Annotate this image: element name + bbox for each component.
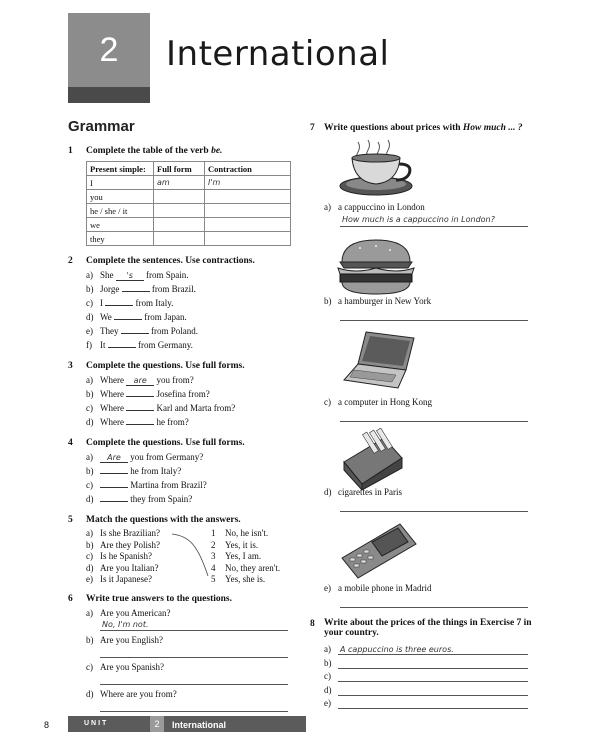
- unit-number: 2: [99, 31, 119, 69]
- list-item: [86, 375, 194, 386]
- match-answer: [211, 563, 280, 573]
- list-item: [324, 296, 431, 306]
- list-item: [324, 202, 425, 212]
- answer-blank[interactable]: [108, 347, 136, 348]
- question-text: Where are you from?: [100, 689, 177, 699]
- answer-line[interactable]: [340, 607, 528, 608]
- cigarette-pack-icon: [340, 428, 410, 490]
- table-cell-input[interactable]: [154, 218, 205, 232]
- list-item: [86, 298, 173, 308]
- table-cell-input[interactable]: [205, 218, 291, 232]
- answer-blank[interactable]: [100, 501, 128, 502]
- item-text: a hamburger in New York: [338, 296, 432, 306]
- answer-blank[interactable]: Are: [100, 453, 128, 463]
- item-text: a computer in Hong Kong: [338, 397, 432, 407]
- item-label: b): [86, 284, 94, 294]
- item-subject: They: [100, 326, 119, 336]
- match-question: [86, 551, 152, 561]
- item-label: a): [86, 608, 93, 618]
- item-rest: they from Spain?: [130, 494, 193, 504]
- item-label: b): [324, 657, 332, 668]
- answer-text[interactable]: [338, 672, 340, 681]
- answer-line[interactable]: [340, 421, 528, 422]
- item-label: a): [324, 644, 331, 654]
- item-rest: he from Italy?: [130, 466, 182, 476]
- match-question: [86, 563, 158, 573]
- answer-blank[interactable]: 's: [116, 271, 144, 281]
- item-text: a mobile phone in Madrid: [338, 583, 432, 593]
- hamburger-icon: [336, 238, 416, 298]
- table-cell: we: [87, 218, 154, 232]
- item-rest: from Germany.: [138, 340, 193, 350]
- item-label: e): [86, 326, 93, 336]
- list-item: [324, 658, 340, 668]
- answer-number: 4: [211, 562, 216, 573]
- table-cell-input[interactable]: am: [154, 176, 205, 190]
- answer-text[interactable]: How much is a cappuccino in London?: [342, 215, 495, 224]
- ex2-heading: 2 Complete the sentences. Use contractions.: [68, 256, 255, 266]
- match-question: [86, 574, 152, 584]
- list-item: [86, 635, 163, 645]
- answer-line[interactable]: [338, 695, 528, 696]
- answer-line[interactable]: [340, 226, 528, 227]
- table-cell-input[interactable]: [154, 204, 205, 218]
- answer-text[interactable]: [338, 659, 340, 668]
- list-item: [324, 644, 454, 654]
- answer-blank[interactable]: [100, 487, 128, 488]
- item-label: a): [86, 452, 93, 462]
- answer-text: Yes, I am.: [225, 551, 262, 561]
- ex6-heading: 6 Write true answers to the questions.: [68, 594, 233, 604]
- question-text: Is it Japanese?: [100, 574, 152, 584]
- match-line-icon: [170, 530, 212, 580]
- ex3-heading: 3 Complete the questions. Use full forms.: [68, 361, 245, 371]
- page-number: 8: [44, 720, 50, 730]
- ex5-heading: 5 Match the questions with the answers.: [68, 515, 241, 525]
- table-cell-input[interactable]: I'm: [205, 176, 291, 190]
- table-header: Full form: [154, 162, 205, 176]
- list-item: [324, 671, 340, 681]
- item-label: d): [86, 494, 94, 504]
- footer-unit-number: 2: [150, 716, 164, 732]
- list-item: [86, 494, 192, 504]
- list-item: [324, 487, 402, 497]
- item-label: a): [324, 202, 331, 212]
- item-label: c): [86, 662, 93, 672]
- section-heading: Grammar: [68, 118, 135, 135]
- list-item: [86, 466, 181, 476]
- table-cell: they: [87, 232, 154, 246]
- item-label: c): [324, 397, 331, 407]
- match-answer: [211, 551, 261, 561]
- table-cell-input[interactable]: [154, 190, 205, 204]
- answer-line[interactable]: [338, 668, 528, 669]
- answer-text[interactable]: [338, 699, 340, 708]
- item-label: d): [86, 689, 94, 699]
- item-label: b): [86, 466, 94, 476]
- list-item: [324, 698, 340, 708]
- match-question: [86, 540, 160, 550]
- item-label: d): [86, 312, 94, 322]
- item-label: a): [86, 270, 93, 280]
- answer-number: 2: [211, 539, 216, 550]
- item-label: d): [324, 487, 332, 497]
- answer-text: No, he isn't.: [225, 528, 269, 538]
- table-cell: you: [87, 190, 154, 204]
- item-rest: from Italy.: [135, 298, 174, 308]
- answer-line[interactable]: [340, 320, 528, 321]
- coffee-cup-icon: [338, 138, 418, 200]
- table-cell-input[interactable]: [205, 204, 291, 218]
- answer-text: Yes, it is.: [225, 539, 259, 550]
- table-cell: I: [87, 176, 154, 190]
- item-label: f): [86, 340, 92, 350]
- question-text: Are you American?: [100, 608, 171, 618]
- table-cell-input[interactable]: [154, 232, 205, 246]
- answer-line[interactable]: [100, 711, 288, 712]
- answer-text[interactable]: A cappuccino is three euros.: [340, 645, 454, 654]
- item-label: e): [324, 583, 331, 593]
- item-subject: Jorge: [100, 284, 120, 294]
- item-label: c): [324, 671, 331, 681]
- answer-blank[interactable]: [105, 305, 133, 306]
- question-text: Is he Spanish?: [100, 551, 152, 561]
- answer-number: 1: [211, 528, 216, 538]
- item-label: d): [86, 417, 94, 427]
- ex4-heading: 4 Complete the questions. Use full forms.: [68, 438, 245, 448]
- answer-blank[interactable]: are: [126, 376, 154, 386]
- list-item: [86, 284, 196, 294]
- answer-blank[interactable]: [121, 333, 149, 334]
- item-label: d): [324, 684, 332, 695]
- item-label: d): [86, 562, 94, 573]
- answer-line[interactable]: [100, 630, 288, 631]
- match-answer: [211, 528, 268, 538]
- item-rest: you from?: [156, 375, 194, 385]
- answer-text: Yes, she is.: [225, 574, 266, 584]
- list-item: [324, 397, 432, 407]
- ex1-heading: 1 Complete the table of the verb be.: [68, 146, 223, 156]
- answer-blank[interactable]: [126, 410, 154, 411]
- item-label: c): [86, 551, 93, 561]
- match-question: [86, 528, 160, 538]
- question-text: Are you Spanish?: [100, 662, 164, 672]
- answer-number: 3: [211, 551, 216, 561]
- item-label: e): [324, 698, 331, 708]
- list-item: [86, 417, 189, 427]
- list-item: [86, 326, 198, 336]
- answer-line[interactable]: [100, 684, 288, 685]
- footer-unit-label: UNIT: [84, 720, 109, 727]
- ex8-heading: 8 Write about the prices of the things in Exercise 7 in your country.: [310, 618, 532, 638]
- unit-number-box: [68, 13, 150, 103]
- list-item: [86, 608, 170, 618]
- answer-line[interactable]: [100, 657, 288, 658]
- item-rest: you from Germany?: [130, 452, 204, 462]
- list-item: [324, 685, 340, 695]
- answer-text[interactable]: No, I'm not.: [102, 620, 149, 629]
- question-text: Are they Polish?: [100, 539, 160, 550]
- item-label: c): [86, 403, 93, 413]
- item-label: c): [86, 298, 93, 308]
- list-item: [86, 662, 164, 672]
- item-rest: from Japan.: [144, 312, 187, 322]
- list-item: [86, 340, 193, 350]
- item-label: c): [86, 480, 93, 490]
- answer-blank[interactable]: [114, 319, 142, 320]
- laptop-icon: [340, 330, 420, 392]
- match-answer: [211, 540, 258, 550]
- list-item: [86, 403, 235, 413]
- match-answer: [211, 574, 265, 584]
- item-rest: from Brazil.: [151, 284, 196, 294]
- item-subject: Where: [100, 389, 124, 399]
- answer-blank[interactable]: [126, 396, 154, 397]
- answer-line[interactable]: [338, 681, 528, 682]
- ex7-heading: 7 Write questions about prices with How much ... ?: [310, 123, 523, 133]
- item-subject: It: [100, 340, 106, 350]
- list-item: [86, 689, 177, 699]
- be-table: [86, 161, 291, 246]
- item-rest: he from?: [156, 417, 189, 427]
- item-label: b): [86, 389, 94, 399]
- question-text: Is she Brazilian?: [100, 528, 160, 538]
- footer-title: International: [172, 720, 227, 730]
- item-text: cigarettes in Paris: [338, 487, 402, 497]
- list-item: [86, 480, 207, 490]
- item-rest: Martina from Brazil?: [130, 480, 207, 490]
- answer-text: No, they aren't.: [225, 562, 281, 573]
- answer-number: 5: [211, 574, 216, 584]
- table-cell-input[interactable]: [205, 190, 291, 204]
- question-text: Are you Italian?: [100, 562, 159, 573]
- item-subject: Where: [100, 403, 124, 413]
- item-label: a): [86, 375, 93, 385]
- unit-title: International: [166, 34, 390, 74]
- item-rest: Josefina from?: [156, 389, 210, 399]
- item-label: b): [86, 635, 94, 645]
- answer-text[interactable]: [338, 686, 340, 695]
- list-item: [86, 452, 203, 463]
- item-subject: We: [100, 312, 112, 322]
- list-item: [324, 583, 431, 593]
- item-subject: Where: [100, 417, 124, 427]
- answer-line[interactable]: [338, 654, 528, 655]
- item-label: e): [86, 574, 93, 584]
- list-item: [86, 270, 189, 281]
- table-cell: he / she / it: [87, 204, 154, 218]
- item-rest: from Poland.: [151, 326, 198, 336]
- item-rest: from Spain.: [146, 270, 189, 280]
- mobile-phone-icon: [340, 520, 420, 580]
- answer-line[interactable]: [340, 511, 528, 512]
- item-label: a): [86, 528, 93, 538]
- answer-blank[interactable]: [100, 473, 128, 474]
- question-text: Are you English?: [100, 635, 163, 645]
- item-label: b): [86, 539, 94, 550]
- table-cell-input[interactable]: [205, 232, 291, 246]
- item-text: a cappuccino in London: [338, 202, 425, 212]
- table-header: Present simple:: [87, 162, 154, 176]
- item-subject: Where: [100, 375, 124, 385]
- list-item: [86, 389, 210, 399]
- list-item: [86, 312, 187, 322]
- item-subject: She: [100, 270, 114, 280]
- item-subject: I: [100, 298, 103, 308]
- answer-line[interactable]: [338, 708, 528, 709]
- answer-blank[interactable]: [122, 291, 150, 292]
- table-header: Contraction: [205, 162, 291, 176]
- unit-box-strip: [68, 87, 150, 103]
- answer-blank[interactable]: [126, 424, 154, 425]
- item-label: b): [324, 296, 332, 306]
- item-rest: Karl and Marta from?: [156, 403, 236, 413]
